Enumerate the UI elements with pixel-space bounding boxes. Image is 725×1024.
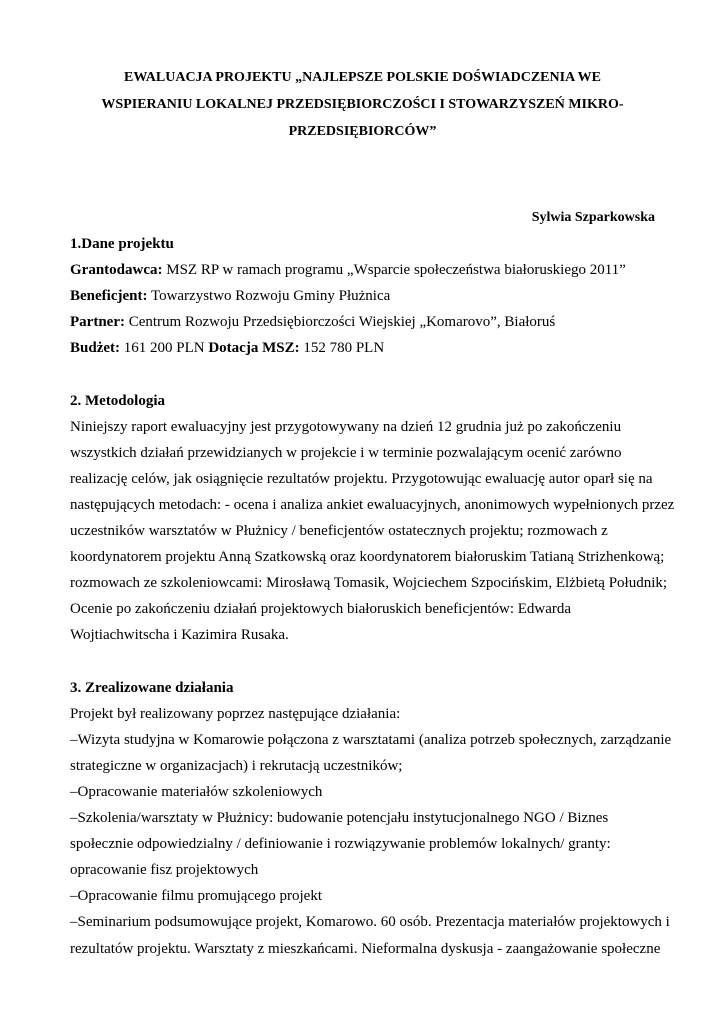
paragraph-line: Niniejszy raport ewaluacyjny jest przygotowywany na dzień 12 grudnia już po zakończeniu [70,418,622,435]
partner-row [70,309,660,335]
list-line: –Opracowanie filmu promującego projekt [70,888,322,905]
paragraph-line: wszystkich działań przewidzianych w projekcie i w terminie pozwalającym ocenić zarówno [70,444,622,461]
list-line: społecznie odpowiedzialny / definiowanie i rozwiązywanie problemów lokalnych/ granty: [70,836,611,853]
list-line: Projekt był realizowany poprzez następujące działania: [70,705,401,722]
budget-row [70,335,660,361]
list-line: –Opracowanie materiałów szkoleniowych [70,783,323,800]
beneficjent-label: Beneficjent: [70,288,148,305]
paragraph-line: rozmowach ze szkoleniowcami: Mirosławą Tomasik, Wojciechem Szpocińskim, Elżbietą Południk; [70,575,668,592]
dotacja-label: Dotacja MSZ: [208,340,300,357]
grantodawca-value: MSZ RP w ramach programu „Wsparcie społeczeństwa białoruskiego 2011” [162,262,626,279]
dotacja-value: 152 780 PLN [299,340,385,357]
budzet-value: 161 200 PLN [120,340,209,357]
paragraph-line: realizację celów, jak osiągnięcie rezultatów projektu. Przygotowując ewaluację autor oparł się na [70,470,653,487]
list-line: –Seminarium podsumowujące projekt, Komarowo. 60 osób. Prezentacja materiałów projektowych i [70,914,670,931]
partner-label: Partner: [70,314,125,331]
paragraph-line: następujących metodach: - ocena i analiza ankiet ewaluacyjnych, anonimowych wypełnionych przez [70,496,675,513]
document-body [70,231,675,962]
spacer [70,649,660,675]
section-1-heading: 1.Dane projektu [70,236,174,252]
section-2-heading: 2. Metodologia [70,392,165,409]
grantodawca-row [70,257,660,283]
title-line-1: EWALUACJA PROJEKTU „NAJLEPSZE POLSKIE DOŚWIADCZENIA WE [123,70,601,85]
paragraph-line: uczestników warsztatów w Płużnicy / beneficjentów ostatecznych projektu; rozmowach z [70,523,608,540]
list-line: rezultatów projektu. Warsztaty z mieszkańcami. Nieformalna dyskusja - zaangażowanie społeczne [70,940,661,957]
beneficjent-row [70,283,660,309]
list-line: opracowanie fisz projektowych [70,862,259,879]
list-line: strategiczne w organizacjach) i rekrutacją uczestników; [70,757,403,774]
paragraph-line: koordynatorem projektu Anną Szatkowską oraz koordynatorem białoruskim Tatianą Strizhenkową; [70,549,665,566]
list-line: –Wizyta studyjna w Komarowie połączona z warsztatami (analiza potrzeb społecznych, zarządzanie [70,731,672,748]
title-line-2: WSPIERANIU LOKALNEJ PRZEDSIĘBIORCZOŚCI I STOWARZYSZEŃ MIKRO- [101,97,624,112]
title-line-3: PRZEDSIĘBIORCÓW” [288,124,437,139]
budzet-label: Budżet: [70,340,120,357]
paragraph-line: Ocenie po zakończeniu działań projektowych białoruskich beneficjentów: Edwarda [70,601,572,618]
author-name: Sylwia Szparkowska [531,210,655,225]
grantodawca-label: Grantodawca: [70,262,163,279]
paragraph-line: Wojtiachwitscha i Kazimira Rusaka. [70,627,289,644]
document-title [70,64,655,145]
section-3-heading: 3. Zrealizowane działania [70,679,234,696]
beneficjent-value: Towarzystwo Rozwoju Gminy Płużnica [147,288,391,305]
spacer [70,361,660,387]
list-line: –Szkolenia/warsztaty w Płużnicy: budowanie potencjału instytucjonalnego NGO / Biznes [70,810,609,827]
partner-value: Centrum Rozwoju Przedsiębiorczości Wiejskiej „Komarovo”, Białoruś [124,314,556,331]
